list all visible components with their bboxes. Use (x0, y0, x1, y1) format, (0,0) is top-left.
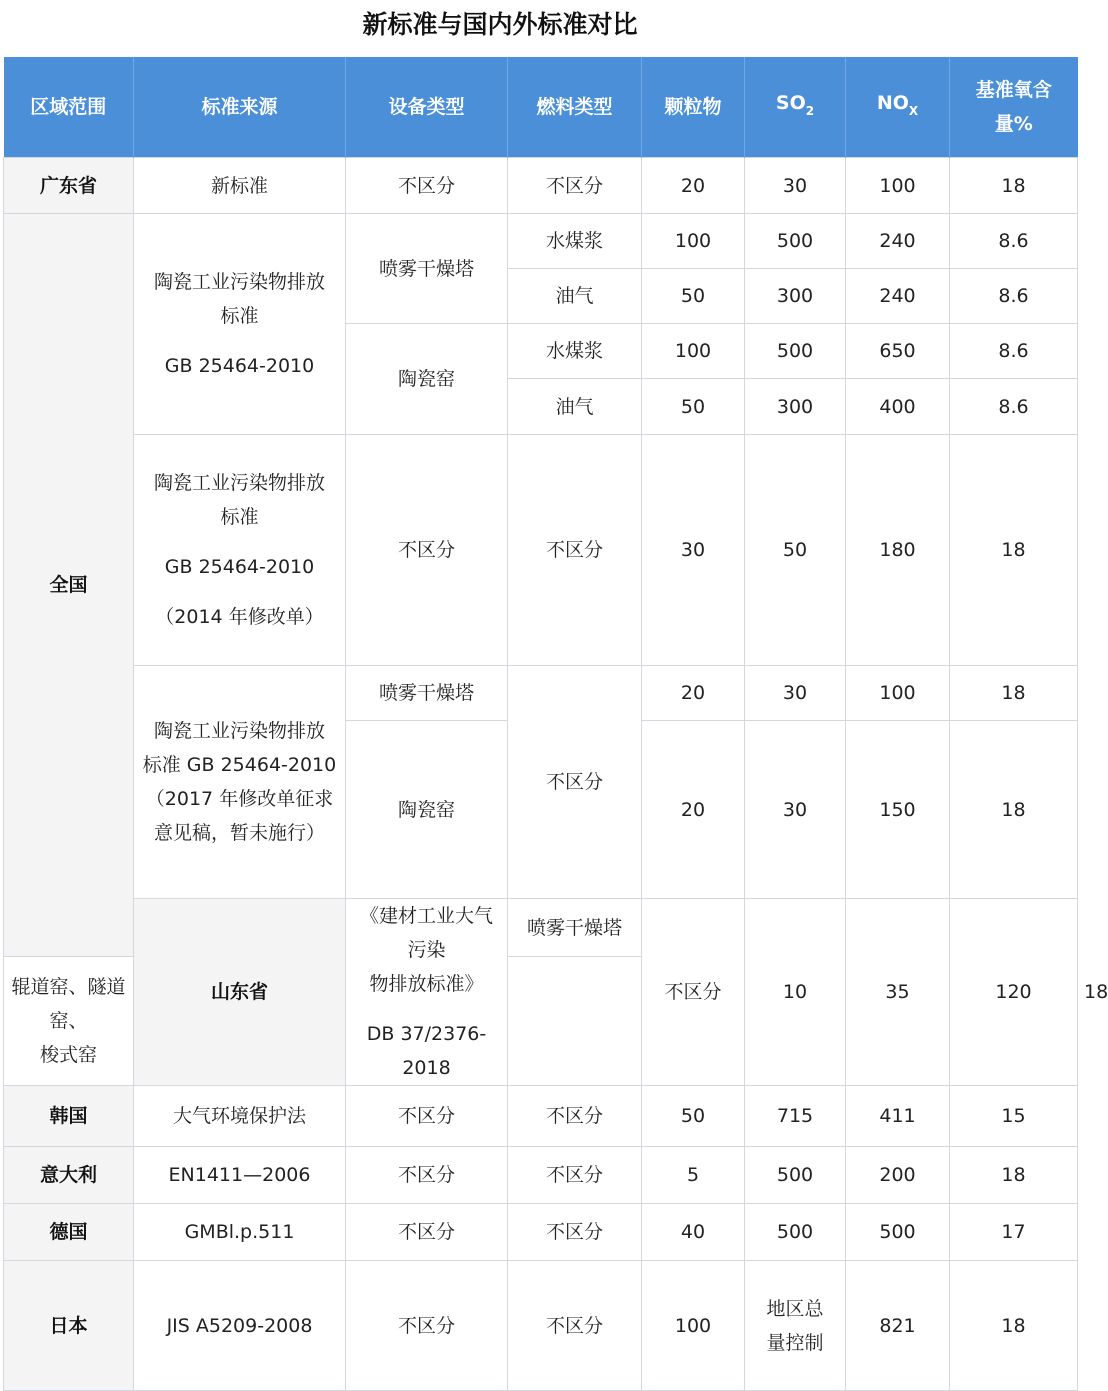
nox-sub: X (908, 104, 919, 118)
oxygen-line-1: 基准氧含 (975, 79, 1052, 101)
oxygen-cell: 8.6 (950, 269, 1078, 324)
source-line: 物排放标准》 (369, 973, 484, 995)
so2-line: 地区总 (766, 1297, 824, 1320)
pm-cell: 10 (745, 899, 846, 1086)
so2-cell: 500 (745, 1204, 846, 1261)
standards-comparison-table (3, 57, 1108, 1391)
pm-cell: 50 (642, 269, 745, 324)
so2-cell: 500 (745, 1147, 846, 1204)
nox-main: NO (876, 92, 909, 114)
so2-cell (745, 1261, 846, 1391)
oxygen-cell: 8.6 (950, 324, 1078, 379)
fuel-cell: 油气 (508, 269, 642, 324)
equipment-cell: 不区分 (346, 1204, 508, 1261)
nox-cell: 400 (846, 379, 950, 435)
source-line: 《建材工业大气污染 (359, 905, 493, 961)
equipment-cell: 喷雾干燥塔 (346, 666, 508, 721)
equipment-line: 辊道窑、隧道窑、 (11, 976, 126, 1033)
nox-cell: 200 (846, 1147, 950, 1204)
fuel-cell: 不区分 (642, 899, 745, 1086)
table-row (4, 1261, 1078, 1391)
source-cell: EN1411—2006 (134, 1147, 346, 1204)
equipment-cell: 喷雾干燥塔 (508, 899, 642, 957)
oxygen-cell: 18 (950, 666, 1078, 721)
source-line: （2014 年修改单） (155, 606, 324, 628)
region-cell: 广东省 (4, 158, 134, 214)
oxygen-cell: 15 (950, 1086, 1078, 1147)
nox-cell: 411 (846, 1086, 950, 1147)
fuel-cell: 油气 (508, 379, 642, 435)
nox-cell: 180 (846, 435, 950, 666)
pm-cell: 20 (642, 158, 745, 214)
table-row (4, 435, 1078, 666)
so2-cell: 500 (745, 214, 846, 269)
source-cell (346, 899, 508, 1086)
pm-cell: 50 (642, 379, 745, 435)
nox-cell: 150 (846, 721, 950, 899)
equipment-cell: 不区分 (346, 1147, 508, 1204)
pm-cell: 50 (642, 1086, 745, 1147)
equipment-cell: 陶瓷窑 (346, 721, 508, 899)
nox-cell: 240 (846, 214, 950, 269)
nox-cell: 100 (846, 666, 950, 721)
equipment-cell: 喷雾干燥塔 (346, 214, 508, 324)
table-row (4, 158, 1078, 214)
so2-cell: 300 (745, 379, 846, 435)
pm-cell: 100 (642, 214, 745, 269)
region-cell: 韩国 (4, 1086, 134, 1147)
header-so2 (745, 57, 846, 158)
so2-line: 量控制 (766, 1331, 824, 1354)
table-row (4, 666, 1078, 721)
source-cell: JIS A5209-2008 (134, 1261, 346, 1391)
header-source: 标准来源 (134, 57, 346, 158)
table-row (4, 214, 1078, 269)
equipment-cell: 陶瓷窑 (346, 324, 508, 435)
oxygen-cell: 18 (950, 1261, 1078, 1391)
header-equipment: 设备类型 (346, 57, 508, 158)
oxygen-cell: 8.6 (950, 379, 1078, 435)
page-title: 新标准与国内外标准对比 (362, 10, 638, 39)
pm-cell: 5 (642, 1147, 745, 1204)
equipment-cell: 不区分 (346, 1086, 508, 1147)
nox-cell: 500 (846, 1204, 950, 1261)
so2-cell: 30 (745, 721, 846, 899)
header-row (4, 57, 1078, 158)
table-row (4, 1204, 1078, 1261)
region-cell: 山东省 (134, 899, 346, 1086)
equipment-cell: 不区分 (346, 435, 508, 666)
source-cell: 大气环境保护法 (134, 1086, 346, 1147)
fuel-cell: 水煤浆 (508, 214, 642, 269)
nox-cell: 240 (846, 269, 950, 324)
source-cell (134, 214, 346, 435)
source-line: 标准 (220, 305, 259, 327)
region-cell: 意大利 (4, 1147, 134, 1204)
source-line: 陶瓷工业污染物排放 (153, 271, 325, 293)
source-line: 陶瓷工业污染物排放 (153, 472, 325, 494)
nox-cell: 650 (846, 324, 950, 379)
fuel-cell: 不区分 (508, 1147, 642, 1204)
source-line: GB 25464-2010 (164, 355, 315, 377)
oxygen-line-2: 量% (994, 113, 1033, 135)
pm-cell: 100 (642, 324, 745, 379)
nox-cell: 100 (846, 158, 950, 214)
so2-cell: 50 (745, 435, 846, 666)
source-line: 标准 GB 25464-2010 (142, 754, 337, 776)
region-cell: 全国 (4, 214, 134, 957)
table-row (4, 1147, 1078, 1204)
equipment-cell: 不区分 (346, 1261, 508, 1391)
source-line: 陶瓷工业污染物排放 (153, 720, 325, 742)
table-row: 山东省 《建材工业大气污染 物排放标准》 DB 37/2376-2018 喷雾干燥塔 不区分 10 35 120 18 (4, 899, 1078, 957)
nox-cell: 120 (950, 899, 1078, 1086)
header-fuel: 燃料类型 (508, 57, 642, 158)
so2-main: SO (775, 92, 806, 114)
so2-cell: 30 (745, 158, 846, 214)
header-nox (846, 57, 950, 158)
pm-cell: 100 (642, 1261, 745, 1391)
source-cell (134, 435, 346, 666)
fuel-cell: 不区分 (508, 1204, 642, 1261)
source-line: 标准 (220, 506, 259, 528)
oxygen-cell: 17 (950, 1204, 1078, 1261)
source-line: 意见稿，暂未施行） (153, 822, 325, 844)
oxygen-cell: 18 (950, 721, 1078, 899)
pm-cell: 40 (642, 1204, 745, 1261)
source-cell (134, 666, 346, 899)
pm-cell: 20 (642, 721, 745, 899)
pm-cell: 20 (642, 666, 745, 721)
fuel-cell: 不区分 (508, 1261, 642, 1391)
source-line: （2017 年修改单征求 (145, 788, 334, 810)
source-line: DB 37/2376-2018 (366, 1023, 487, 1079)
source-line: GB 25464-2010 (164, 556, 315, 578)
so2-cell: 500 (745, 324, 846, 379)
oxygen-cell: 18 (950, 158, 1078, 214)
so2-cell: 30 (745, 666, 846, 721)
equipment-line: 梭式窑 (39, 1044, 97, 1067)
region-cell: 日本 (4, 1261, 134, 1391)
so2-cell: 715 (745, 1086, 846, 1147)
oxygen-cell: 8.6 (950, 214, 1078, 269)
fuel-cell: 水煤浆 (508, 324, 642, 379)
fuel-cell: 不区分 (508, 435, 642, 666)
header-pm: 颗粒物 (642, 57, 745, 158)
so2-cell: 300 (745, 269, 846, 324)
header-region: 区域范围 (4, 57, 134, 158)
equipment-cell: 不区分 (346, 158, 508, 214)
pm-cell: 30 (642, 435, 745, 666)
oxygen-cell: 18 (950, 435, 1078, 666)
source-cell: 新标准 (134, 158, 346, 214)
fuel-cell: 不区分 (508, 1086, 642, 1147)
region-cell: 德国 (4, 1204, 134, 1261)
nox-cell: 821 (846, 1261, 950, 1391)
fuel-cell: 不区分 (508, 666, 642, 899)
source-cell: GMBl.p.511 (134, 1204, 346, 1261)
fuel-cell: 不区分 (508, 158, 642, 214)
table-row (4, 1086, 1078, 1147)
so2-sub: 2 (805, 104, 815, 118)
equipment-cell (4, 957, 134, 1086)
header-oxygen (950, 57, 1078, 158)
oxygen-cell: 18 (950, 1147, 1078, 1204)
so2-cell: 35 (846, 899, 950, 1086)
